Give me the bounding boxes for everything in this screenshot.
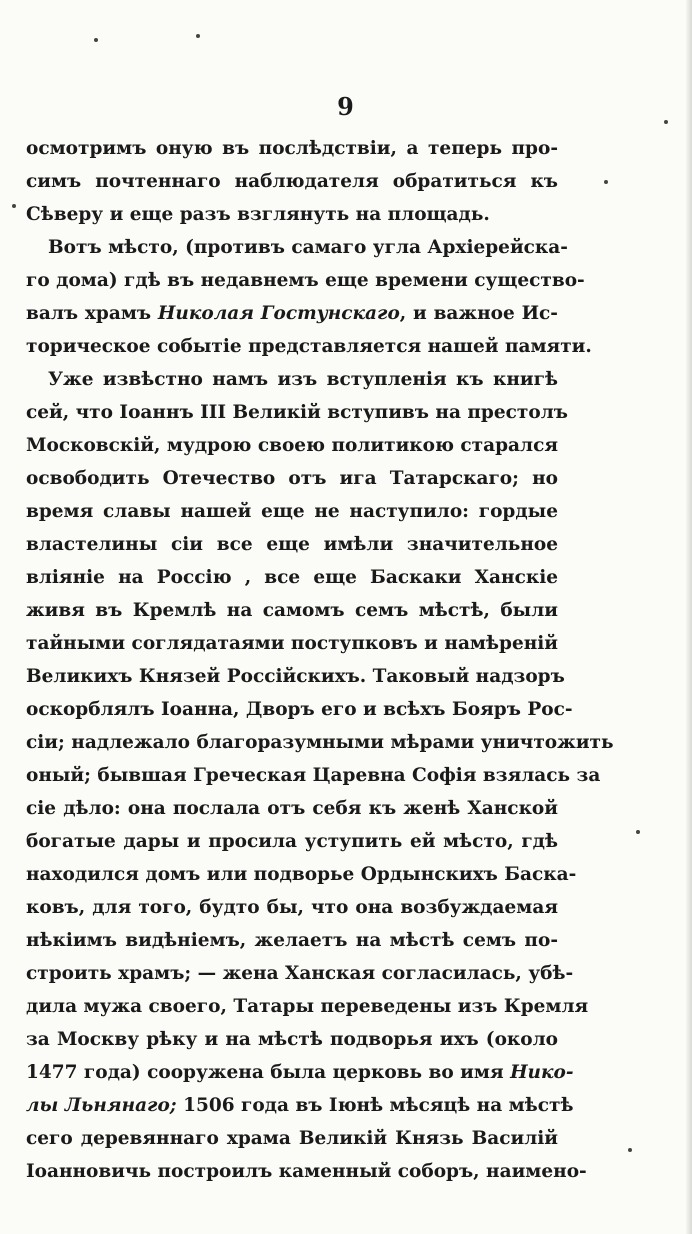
text-line: Вотъ мѣсто, (противъ самаго угла Архіерейска- — [48, 237, 568, 258]
text-line: Сѣверу и еще разъ взглянуть на площадь. — [26, 204, 490, 225]
text-line: осмотримъ оную въ послѣдствіи, а теперь про- — [26, 138, 558, 159]
text-line: тайными соглядатаями поступковъ и намѣреній — [26, 633, 558, 654]
italic-text: лы Льнянаго; — [26, 1095, 177, 1116]
text-line: симъ почтеннаго наблюдателя обратиться къ — [26, 171, 558, 192]
text-line: оскорблялъ Іоанна, Дворъ его и всѣхъ Бояръ Рос- — [26, 699, 573, 720]
body-text — [26, 132, 614, 1188]
text-line: сей, что Іоаннъ III Великій вступивъ на престолъ — [26, 402, 568, 423]
paper-speck — [604, 180, 608, 184]
text-line: время славы нашей еще не наступило: гордые — [26, 501, 558, 522]
text-line: находился домъ или подворье Ордынскихъ Баска- — [26, 864, 577, 885]
text-line: оный; бывшая Греческая Царевна Софія взялась за — [26, 765, 601, 786]
page-number: 9 — [337, 92, 355, 121]
text-line: Уже извѣстно намъ изъ вступленія къ книгѣ — [48, 369, 558, 390]
text-line: за Москву рѣку и на мѣстѣ подворья ихъ (около — [26, 1029, 558, 1050]
text-line: торическое событіе представляется нашей памяти. — [26, 336, 592, 357]
text-run: 1506 года въ Іюнѣ мѣсяцѣ на мѣстѣ — [176, 1095, 574, 1116]
paper-speck — [636, 830, 640, 834]
paper-speck — [196, 34, 200, 38]
text-line: дила мужа своего, Татары переведены изъ Кремля — [26, 996, 589, 1017]
paper-speck — [628, 1148, 632, 1152]
italic-text: Нико- — [510, 1062, 574, 1083]
text-line — [26, 1089, 574, 1122]
text-run: , и важное Ис- — [399, 303, 558, 324]
text-line: сего деревяннаго храма Великій Князь Василій — [26, 1128, 558, 1149]
text-line: богатые дары и просила уступить ей мѣсто, гдѣ — [26, 831, 558, 852]
text-line: сіи; надлежало благоразумными мѣрами уничтожить — [26, 732, 614, 753]
text-run: 1477 года) сооружена была церковь во имя — [26, 1062, 511, 1083]
text-line: сіе дѣло: она послала отъ себя къ женѣ Ханской — [26, 798, 558, 819]
text-line: строить храмъ; — жена Ханская согласилась, убѣ- — [26, 963, 574, 984]
text-line: живя въ Кремлѣ на самомъ семъ мѣстѣ, были — [26, 600, 558, 621]
text-line: нѣкіимъ видѣніемъ, желаетъ на мѣстѣ семъ по- — [26, 930, 558, 951]
italic-text: Николая Гостунскаго — [157, 303, 400, 324]
text-line: вліяніе на Россію , все еще Баскаки Ханскіе — [26, 567, 558, 588]
text-line: освободить Отечество отъ ига Татарскаго; но — [26, 468, 558, 489]
text-line: Іоанновичь построилъ каменный соборъ, наимено- — [26, 1161, 587, 1182]
text-line — [26, 1056, 574, 1089]
text-line: Московскій, мудрою своею политикою старался — [26, 435, 559, 456]
paper-speck — [94, 38, 98, 42]
paper-speck — [12, 204, 16, 208]
text-line: властелины сіи все еще имѣли значительное — [26, 534, 558, 555]
text-line: Великихъ Князей Россійскихъ. Таковый надзоръ — [26, 666, 565, 687]
text-line: ковъ, для того, будто бы, что она возбуждаемая — [26, 897, 558, 918]
page-edge-shadow — [686, 0, 692, 1234]
text-run: валъ храмъ — [26, 303, 158, 324]
text-line — [26, 297, 558, 330]
text-line: го дома) гдѣ въ недавнемъ еще времени существо- — [26, 270, 585, 291]
